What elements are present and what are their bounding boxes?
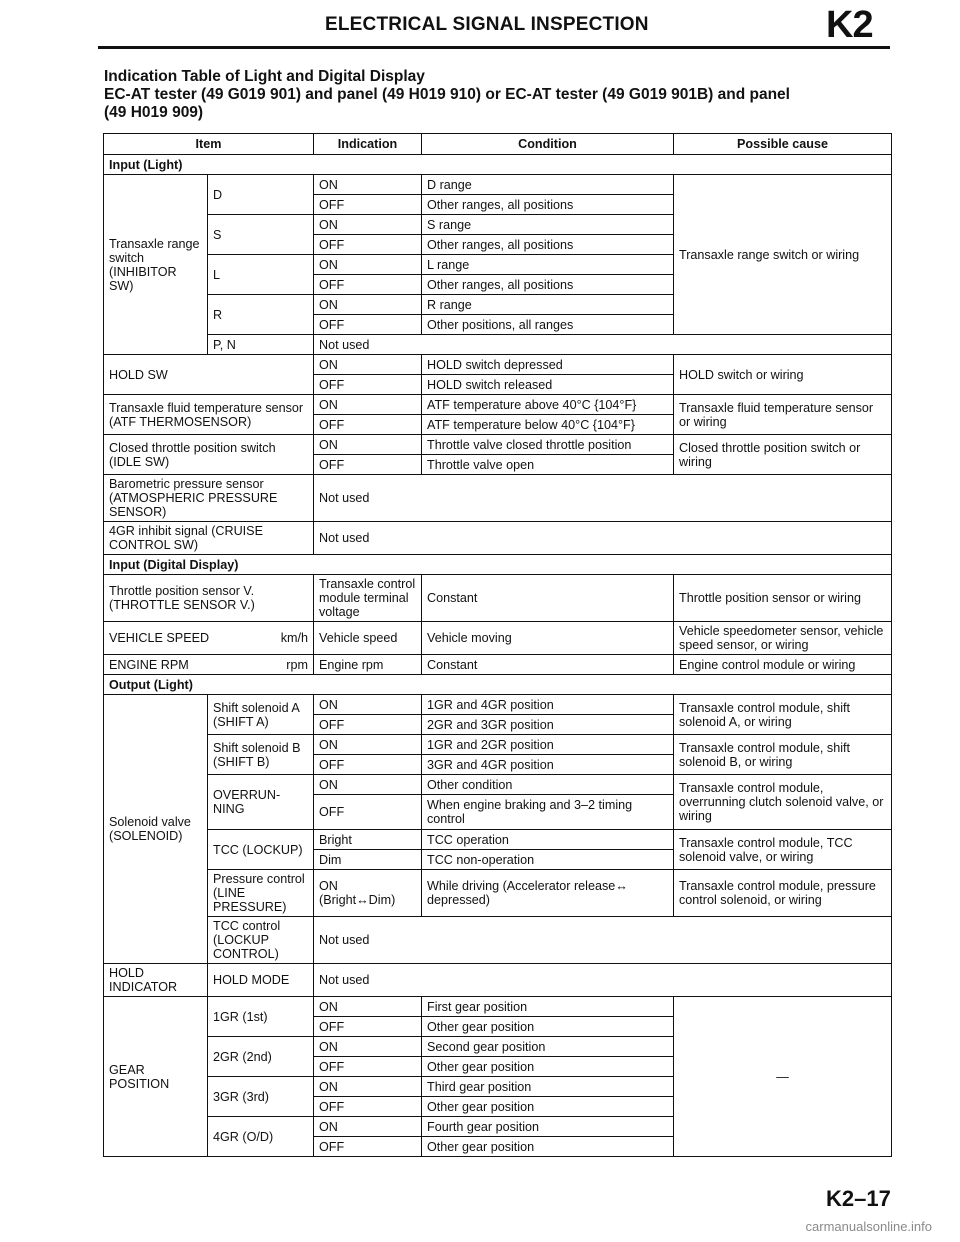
table-row — [104, 917, 892, 964]
indication-cell: Engine rpm — [314, 655, 422, 675]
cause-cell: Vehicle speedometer sensor, vehicle speed sensor, or wiring — [674, 622, 892, 655]
indication-cell: Dim — [314, 850, 422, 870]
indication-cell: Not used — [314, 335, 892, 355]
cause-overrun: Transaxle control module, overrunning clutch solenoid valve, or wiring — [674, 775, 892, 830]
indication-cell: OFF — [314, 1137, 422, 1157]
table-row — [104, 475, 892, 522]
table-row — [104, 964, 892, 997]
indication-cell: ON — [314, 395, 422, 415]
condition-cell: Throttle valve closed throttle position — [422, 435, 674, 455]
condition-cell: Throttle valve open — [422, 455, 674, 475]
condition-cell: Vehicle moving — [422, 622, 674, 655]
item-baro: Barometric pressure sensor (ATMOSPHERIC PRESSURE SENSOR) — [104, 475, 314, 522]
item-range-switch: Transaxle range switch (INHIBITOR SW) — [104, 175, 208, 355]
sub-pn: P, N — [208, 335, 314, 355]
indication-cell: ON — [314, 295, 422, 315]
item-vehicle-speed-label: VEHICLE SPEED — [109, 631, 210, 645]
header-rule — [98, 46, 890, 49]
condition-cell: TCC non-operation — [422, 850, 674, 870]
indication-cell: Not used — [314, 964, 892, 997]
item-fluid-temp: Transaxle fluid temperature sensor (ATF THERMOSENSOR) — [104, 395, 314, 435]
item-idle-sw: Closed throttle position switch (IDLE SW) — [104, 435, 314, 475]
indication-cell: ON — [314, 255, 422, 275]
condition-cell: D range — [422, 175, 674, 195]
sub-gear-1: 1GR (1st) — [208, 997, 314, 1037]
table-row — [104, 870, 892, 917]
intro-line-3: (49 H019 909) — [104, 104, 204, 121]
indication-cell: OFF — [314, 315, 422, 335]
indication-cell: OFF — [314, 275, 422, 295]
item-4gr-inhibit: 4GR inhibit signal (CRUISE CONTROL SW) — [104, 522, 314, 555]
cause-idle-sw: Closed throttle position switch or wiring — [674, 435, 892, 475]
condition-cell: Other condition — [422, 775, 674, 795]
item-gear-position: GEAR POSITION — [104, 997, 208, 1157]
condition-cell: Other ranges, all positions — [422, 235, 674, 255]
condition-cell: ATF temperature above 40°C {104°F} — [422, 395, 674, 415]
table-row — [104, 997, 892, 1017]
indication-cell: OFF — [314, 755, 422, 775]
table-row — [104, 575, 892, 622]
watermark: carmanualsonline.info — [805, 1219, 932, 1234]
cause-tcc: Transaxle control module, TCC solenoid valve, or wiring — [674, 830, 892, 870]
table-row — [104, 655, 892, 675]
indication-cell: ON — [314, 215, 422, 235]
condition-cell: L range — [422, 255, 674, 275]
unit-rpm: rpm — [286, 657, 308, 672]
cause-pressure: Transaxle control module, pressure control solenoid, or wiring — [674, 870, 892, 917]
item-throttle-v: Throttle position sensor V. (THROTTLE SENSOR V.) — [104, 575, 314, 622]
indication-cell: OFF — [314, 455, 422, 475]
indication-cell: ON — [314, 175, 422, 195]
sub-gear-3: 3GR (3rd) — [208, 1077, 314, 1117]
section-input-digital: Input (Digital Display) — [104, 555, 892, 575]
cause-cell: Engine control module or wiring — [674, 655, 892, 675]
section-output-light: Output (Light) — [104, 675, 892, 695]
condition-cell: ATF temperature below 40°C {104°F} — [422, 415, 674, 435]
indication-cell: ON — [314, 1117, 422, 1137]
intro-heading — [104, 68, 884, 122]
table-row — [104, 522, 892, 555]
sub-s: S — [208, 215, 314, 255]
sub-gear-2: 2GR (2nd) — [208, 1037, 314, 1077]
page-number: K2–17 — [826, 1186, 891, 1211]
sub-overrun: OVERRUN-NING — [208, 775, 314, 830]
table-row — [104, 735, 892, 755]
item-engine-rpm-label: ENGINE RPM — [109, 657, 189, 672]
item-vehicle-speed — [104, 622, 314, 655]
col-header-item: Item — [104, 134, 314, 155]
intro-line-1: Indication Table of Light and Digital Display — [104, 68, 425, 85]
condition-cell: Second gear position — [422, 1037, 674, 1057]
indication-cell: OFF — [314, 715, 422, 735]
cause-range-switch: Transaxle range switch or wiring — [674, 175, 892, 335]
condition-cell: Other positions, all ranges — [422, 315, 674, 335]
indication-cell: OFF — [314, 1057, 422, 1077]
item-hold-indicator: HOLD INDICATOR — [104, 964, 208, 997]
sub-l: L — [208, 255, 314, 295]
sub-pressure: Pressure control (LINE PRESSURE) — [208, 870, 314, 917]
sub-r: R — [208, 295, 314, 335]
condition-cell: 1GR and 2GR position — [422, 735, 674, 755]
indication-cell: ON — [314, 435, 422, 455]
sub-hold-mode: HOLD MODE — [208, 964, 314, 997]
sub-d: D — [208, 175, 314, 215]
condition-cell: When engine braking and 3–2 timing control — [422, 795, 674, 830]
sub-shift-b: Shift solenoid B (SHIFT B) — [208, 735, 314, 775]
indication-cell: OFF — [314, 415, 422, 435]
condition-cell: Other gear position — [422, 1017, 674, 1037]
condition-cell: Third gear position — [422, 1077, 674, 1097]
table-row — [104, 335, 892, 355]
indication-cell: OFF — [314, 795, 422, 830]
condition-cell: Constant — [422, 575, 674, 622]
section-input-light: Input (Light) — [104, 155, 892, 175]
col-header-indication: Indication — [314, 134, 422, 155]
indication-cell: ON (Bright↔Dim) — [314, 870, 422, 917]
indication-cell: Not used — [314, 522, 892, 555]
cause-shift-b: Transaxle control module, shift solenoid B, or wiring — [674, 735, 892, 775]
condition-cell: Constant — [422, 655, 674, 675]
condition-cell: Other gear position — [422, 1057, 674, 1077]
col-header-cause: Possible cause — [674, 134, 892, 155]
unit-kmh: km/h — [280, 631, 308, 645]
sub-gear-4: 4GR (O/D) — [208, 1117, 314, 1157]
sub-shift-a: Shift solenoid A (SHIFT A) — [208, 695, 314, 735]
item-hold-sw: HOLD SW — [104, 355, 314, 395]
condition-cell: 2GR and 3GR position — [422, 715, 674, 735]
table-row — [104, 355, 892, 375]
intro-line-2: EC-AT tester (49 G019 901) and panel (49 H019 910) or EC-AT tester (49 G019 901B) and panel — [104, 86, 790, 103]
indication-cell: Bright — [314, 830, 422, 850]
condition-cell: TCC operation — [422, 830, 674, 850]
table-row — [104, 775, 892, 795]
indication-cell: OFF — [314, 195, 422, 215]
condition-cell: R range — [422, 295, 674, 315]
item-solenoid: Solenoid valve (SOLENOID) — [104, 695, 208, 964]
indication-table — [103, 133, 892, 1157]
indication-cell: ON — [314, 355, 422, 375]
item-engine-rpm — [104, 655, 314, 675]
table-row — [104, 175, 892, 195]
table-row — [104, 695, 892, 715]
indication-cell: ON — [314, 1077, 422, 1097]
sub-tcc: TCC (LOCKUP) — [208, 830, 314, 870]
indication-cell: OFF — [314, 1017, 422, 1037]
condition-cell: Other gear position — [422, 1137, 674, 1157]
col-header-condition: Condition — [422, 134, 674, 155]
condition-cell: While driving (Accelerator release↔ depressed) — [422, 870, 674, 917]
condition-cell: HOLD switch released — [422, 375, 674, 395]
condition-cell: Fourth gear position — [422, 1117, 674, 1137]
condition-cell: HOLD switch depressed — [422, 355, 674, 375]
condition-cell: Other ranges, all positions — [422, 195, 674, 215]
condition-cell: First gear position — [422, 997, 674, 1017]
condition-cell: 1GR and 4GR position — [422, 695, 674, 715]
condition-cell: Other ranges, all positions — [422, 275, 674, 295]
indication-cell: OFF — [314, 235, 422, 255]
table-row — [104, 435, 892, 455]
cause-fluid-temp: Transaxle fluid temperature sensor or wiring — [674, 395, 892, 435]
table-row — [104, 830, 892, 850]
condition-cell: 3GR and 4GR position — [422, 755, 674, 775]
sub-tcc-control: TCC control (LOCKUP CONTROL) — [208, 917, 314, 964]
indication-cell: Not used — [314, 917, 892, 964]
indication-cell: ON — [314, 997, 422, 1017]
indication-cell: OFF — [314, 1097, 422, 1117]
indication-cell: ON — [314, 735, 422, 755]
indication-cell: ON — [314, 775, 422, 795]
indication-cell: Not used — [314, 475, 892, 522]
cause-hold-sw: HOLD switch or wiring — [674, 355, 892, 395]
indication-cell: ON — [314, 1037, 422, 1057]
page-header-title: ELECTRICAL SIGNAL INSPECTION — [325, 14, 649, 35]
section-code: K2 — [826, 4, 873, 46]
indication-cell: Transaxle control module terminal voltage — [314, 575, 422, 622]
indication-cell: Vehicle speed — [314, 622, 422, 655]
condition-cell: S range — [422, 215, 674, 235]
table-row — [104, 395, 892, 415]
cause-cell: Throttle position sensor or wiring — [674, 575, 892, 622]
indication-cell: OFF — [314, 375, 422, 395]
table-header-row — [104, 134, 892, 155]
condition-cell: Other gear position — [422, 1097, 674, 1117]
indication-cell: ON — [314, 695, 422, 715]
table-row — [104, 622, 892, 655]
cause-shift-a: Transaxle control module, shift solenoid A, or wiring — [674, 695, 892, 735]
cause-gear: — — [674, 997, 892, 1157]
